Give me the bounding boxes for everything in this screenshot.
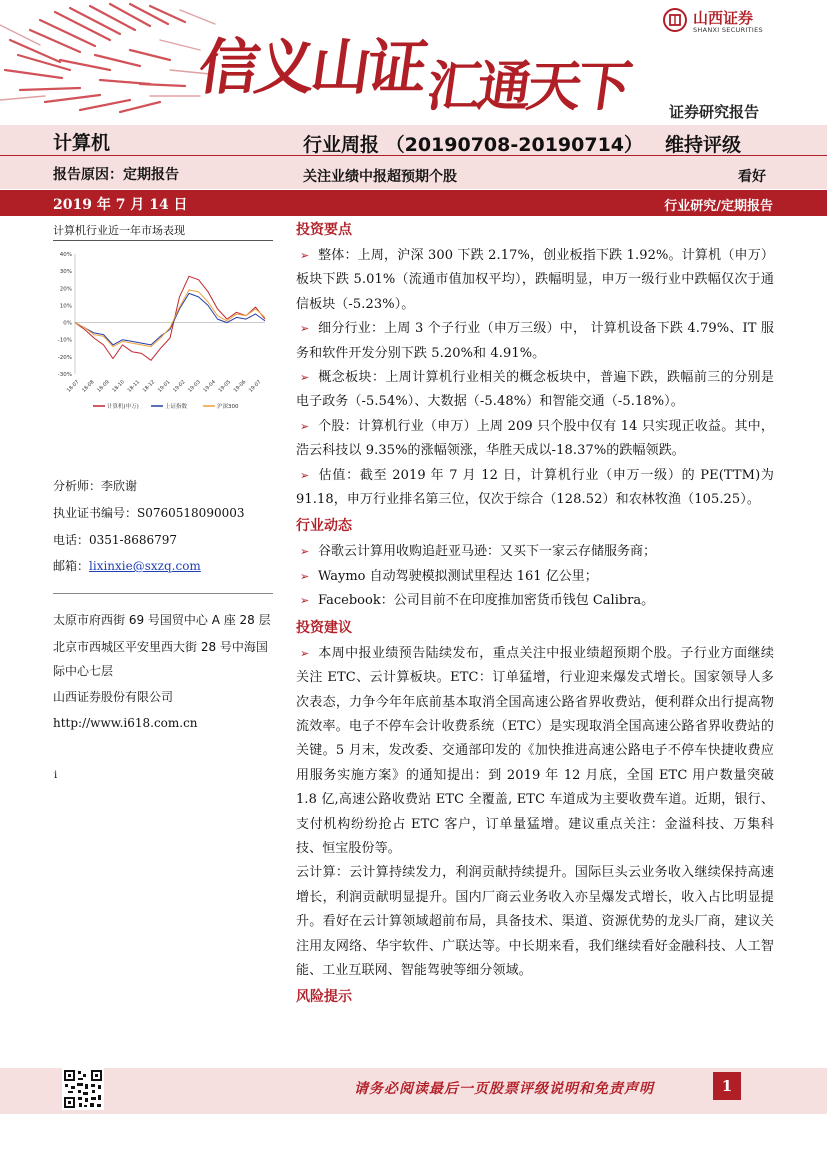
- x-tick-label: 18-10: [111, 379, 126, 394]
- header-banner: [0, 0, 827, 125]
- y-tick-label: 30%: [59, 269, 72, 276]
- email-link[interactable]: lixinxie@sxzq.com: [89, 559, 201, 573]
- highlight-stocks-text: 个股：计算机行业（申万）上周 209 只个股中仅有 14 只实现正收益。其中，浩云科技以 9.35%的涨幅领涨，华胜天成以-18.37%的跌幅领跌。: [296, 418, 774, 459]
- y-tick-label: 10%: [59, 303, 72, 310]
- phone-label: 电话：: [53, 533, 90, 547]
- series-line: [75, 276, 265, 360]
- phone-number: 0351-8686797: [89, 533, 178, 547]
- cert-number: S0760518090003: [137, 506, 245, 520]
- bullet-arrow-icon: ➢: [300, 646, 310, 660]
- section-investment-advice: 投资建议: [296, 619, 352, 636]
- highlight-subindustry: [296, 317, 774, 366]
- x-tick-label: 18-09: [96, 379, 111, 394]
- analyst-row: [53, 477, 137, 494]
- news-item: [296, 565, 774, 589]
- cert-label: 执业证书编号：: [53, 506, 138, 520]
- analyst-label: 分析师：: [53, 479, 102, 493]
- highlight-valuation: [296, 464, 774, 513]
- slogan-part-2: 汇通天下: [423, 54, 633, 118]
- page-number: 1: [713, 1072, 741, 1100]
- chart-x-ticks: [66, 379, 263, 394]
- x-tick-label: 19-07: [247, 379, 263, 394]
- address-beijing-line1: 北京市西城区平安里西大街 28 号中海国: [53, 640, 268, 654]
- report-title: 行业周报 （20190708-20190714）: [303, 134, 644, 156]
- bullet-arrow-icon: ➢: [300, 371, 310, 385]
- qr-code-icon: [62, 1068, 104, 1110]
- slogan-part-1: 信义山证: [194, 33, 429, 103]
- x-tick-label: 19-04: [202, 379, 217, 394]
- logo-text-cn: 山西证券: [693, 9, 754, 27]
- address-beijing-line2: 际中心七层: [53, 664, 114, 678]
- cert-row: [53, 504, 245, 521]
- x-tick-label: 19-05: [217, 379, 233, 394]
- x-tick-label: 18-11: [126, 379, 142, 394]
- stray-mark: i: [54, 770, 58, 781]
- x-tick-label: 18-12: [141, 379, 157, 394]
- y-tick-label: 40%: [59, 252, 72, 258]
- advice-paragraph: [296, 642, 774, 862]
- legend-label: 上证指数: [165, 404, 188, 410]
- news-text: 谷歌云计算用收购追赶亚马逊：又买下一家云存储服务商；: [318, 544, 657, 560]
- y-tick-label: -30%: [57, 372, 72, 378]
- advice-cloud-text: 云计算：云计算持续发力，利润贡献持续提升。国际巨头云业务收入继续保持高速增长，利润贡献明显提升。国内厂商云业务收入亦呈爆发式增长，收入占比明显提升。看好在云计算领域超前布局，具备技术、渠道、资源优势的龙头厂商，建议关注用友网络、华宇软件、广联达等。中长期来看，我们继续看好金融科技、人工智能、工业互联网、智能驾驶等细分领域。: [296, 865, 774, 978]
- report-date: 2019 年 7 月 14 日: [53, 197, 188, 213]
- address-taiyuan: 太原市府西街 69 号国贸中心 A 座 28 层: [53, 613, 271, 627]
- news-text: Waymo 自动驾驶模拟测试里程达 161 亿公里；: [318, 568, 598, 584]
- disclaimer-text: 请务必阅读最后一页股票评级说明和免责声明: [354, 1081, 654, 1097]
- rating-value: 看好: [738, 169, 766, 185]
- x-tick-label: 18-08: [81, 379, 96, 394]
- x-tick-label: 19-02: [172, 379, 187, 394]
- phone-row: [53, 531, 177, 548]
- report-category: 行业研究/定期报告: [664, 199, 773, 214]
- highlight-concepts: [296, 366, 774, 415]
- sidebar-divider: [53, 593, 273, 594]
- logo-text-en: SHANXI SECURITIES: [693, 26, 763, 34]
- website-link[interactable]: http://www.i618.com.cn: [53, 716, 198, 730]
- chart-series: [75, 276, 265, 360]
- chart-title-rule: [53, 240, 273, 241]
- main-content: [296, 217, 774, 1011]
- y-tick-label: -10%: [57, 337, 72, 344]
- highlight-valuation-text: 估值：截至 2019 年 7 月 12 日，计算机行业（申万一级）的 PE(TTM)为 91.18，申万行业排名第三位，仅次于综合（128.52）和农林牧渔（105.25）。: [296, 467, 774, 508]
- report-type-label: 证券研究报告: [669, 103, 760, 121]
- chart-legend: [93, 402, 239, 410]
- advice-etc-text: 本周中报业绩预告陆续发布，重点关注中报业绩超预期个股。子行业方面继续关注 ETC、云计算板块。ETC：订单猛增，行业迎来爆发式增长。国家领导人多次表态，力争今年年底前基本取消全国高速公路省界收费站，便利群众出行提高物流效率。电子不停车会计收费系统（ETC）是实现取消全国高速公路省界收费站的关键。5 月末，发改委、交通部印发的《加快推进高速公路电子不停车快捷收费应用服务实施方案》的通知提出：到 2019 年 12 月底，全国 ETC 用户数量突破 1.8 亿,高速公路收费站 ETC 全覆盖, ETC 车道成为主要收费车道。近期，银行、支付机构纷纷抢占 ETC 客户，订单量猛增。建议重点关注：金溢科技、万集科技、恒宝股份等。: [296, 645, 774, 856]
- market-performance-chart: [53, 222, 273, 422]
- chart-y-ticks: [58, 252, 72, 378]
- highlight-overall-text: 整体：上周，沪深 300 下跌 2.17%，创业板指下跌 1.92%。计算机（申万）板块下跌 5.01%（流通市值加权平均），跌幅明显，申万一级行业中跌幅仅次于通信板块（-5.23%）。: [296, 248, 774, 312]
- rating-label: 维持评级: [665, 134, 742, 156]
- x-tick-label: 18-07: [65, 379, 81, 394]
- legend-label: 计算机(申万): [107, 404, 139, 410]
- report-subtitle: 关注业绩中报超预期个股: [303, 169, 457, 185]
- legend-label: 沪深300: [217, 404, 239, 410]
- highlight-stocks: [296, 415, 774, 464]
- news-item: [296, 540, 774, 564]
- bullet-arrow-icon: ➢: [300, 468, 310, 482]
- analyst-name: 李欣谢: [101, 479, 138, 493]
- company-logo: [663, 6, 803, 36]
- bullet-arrow-icon: ➢: [300, 594, 310, 608]
- bullet-arrow-icon: ➢: [300, 569, 310, 583]
- bullet-arrow-icon: ➢: [300, 419, 310, 433]
- highlight-overall: [296, 244, 774, 317]
- bullet-arrow-icon: ➢: [300, 249, 310, 262]
- section-investment-highlights: 投资要点: [296, 222, 352, 238]
- highlight-subindustry-text: 细分行业：上周 3 个子行业（申万三级）中， 计算机设备下跌 4.79%、IT 服务和软件开发分别下跌 5.20%和 4.91%。: [296, 321, 774, 361]
- chart-canvas: [53, 246, 273, 418]
- logo-mark-icon: [663, 8, 687, 32]
- chart-title: 计算机行业近一年市场表现: [53, 224, 185, 237]
- email-label: 邮箱：: [53, 559, 90, 573]
- news-text: Facebook：公司目前不在印度推加密货币钱包 Calibra。: [318, 593, 655, 609]
- x-tick-label: 19-03: [187, 379, 202, 394]
- news-item: [296, 589, 774, 613]
- report-reason: 报告原因：定期报告: [53, 167, 179, 183]
- highlight-concepts-text: 概念板块：上周计算机行业相关的概念板块中，普遍下跌，跌幅前三的分别是电子政务（-5.54%）、大数据（-5.48%）和智能交通（-5.18%）。: [296, 370, 774, 410]
- section-risk-warning: 风险提示: [296, 989, 352, 1006]
- company-name: 山西证券股份有限公司: [53, 690, 174, 704]
- section-industry-news: 行业动态: [296, 518, 352, 535]
- y-tick-label: -20%: [57, 354, 72, 361]
- bullet-arrow-icon: ➢: [300, 545, 310, 559]
- y-tick-label: 0%: [63, 320, 72, 327]
- x-tick-label: 19-06: [232, 379, 248, 394]
- y-tick-label: 20%: [59, 286, 72, 293]
- email-row: [53, 557, 201, 574]
- x-tick-label: 19-01: [156, 379, 172, 394]
- industry-name: 计算机: [53, 132, 111, 154]
- bullet-arrow-icon: ➢: [300, 322, 310, 336]
